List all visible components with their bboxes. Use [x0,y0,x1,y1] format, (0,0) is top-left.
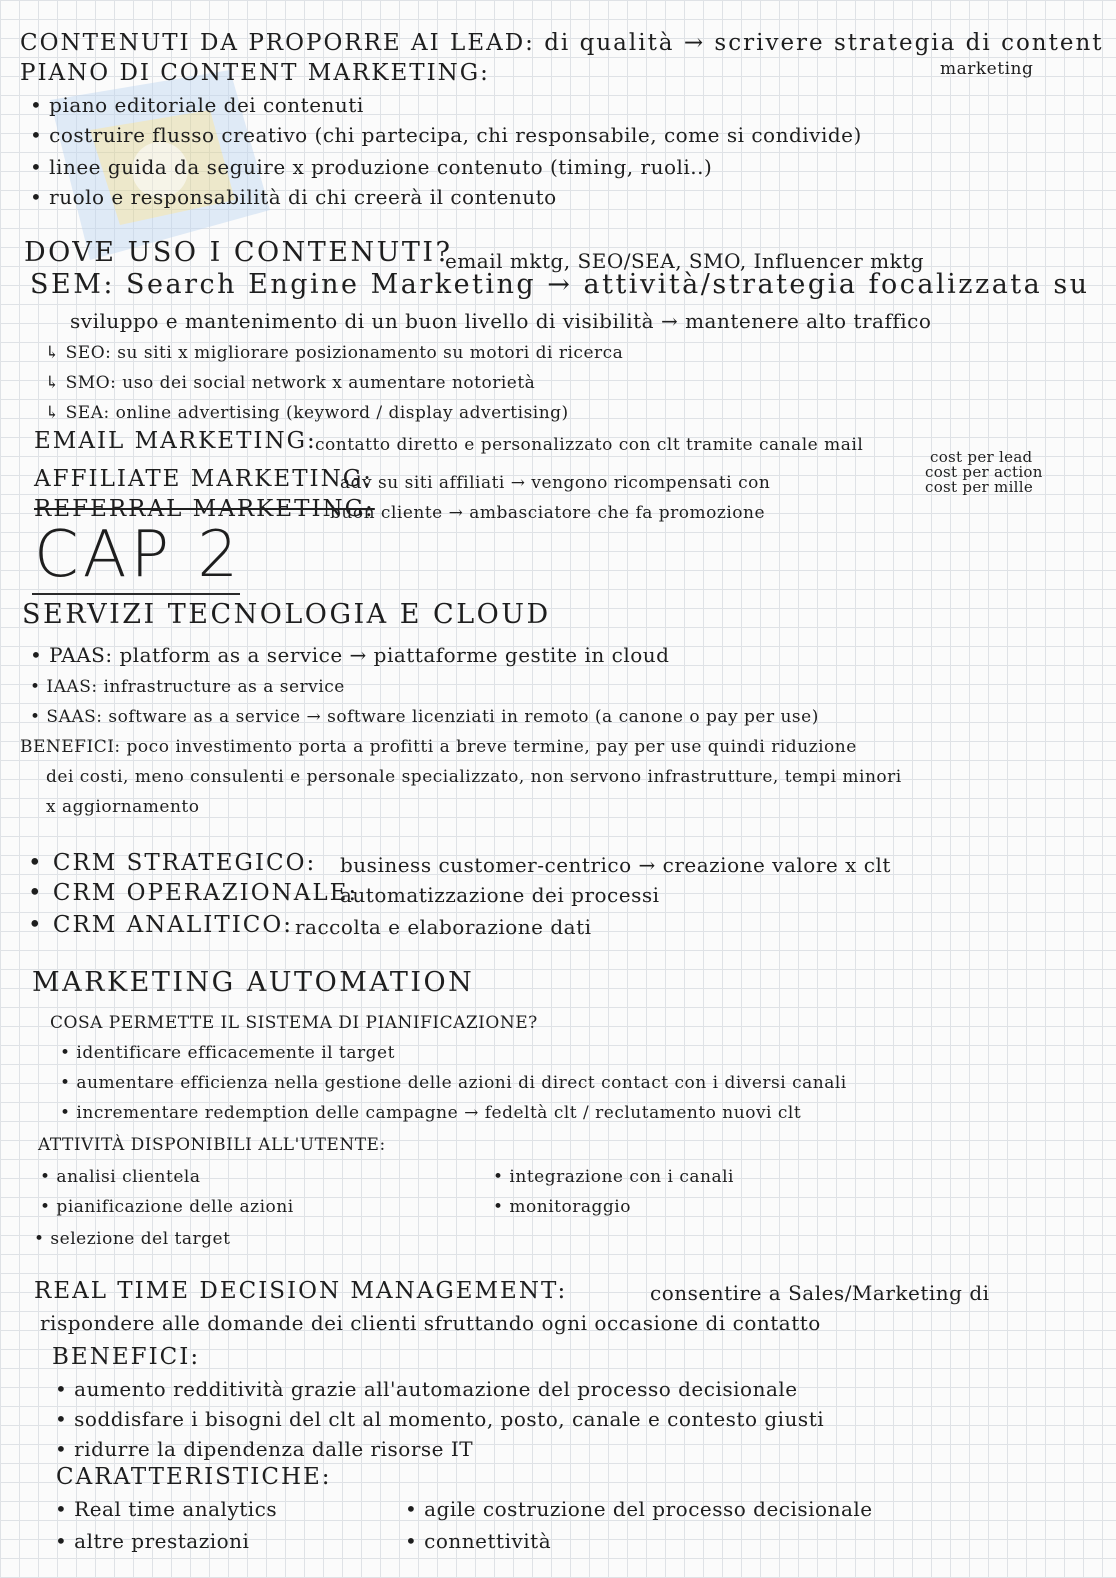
list-item: ↳ SEA: online advertising (keyword / display advertising) [45,403,569,423]
heading-dove-uso: DOVE USO I CONTENUTI? [24,237,453,268]
cost-per-action-note: cost per action [925,463,1043,481]
list-item: • piano editoriale dei contenuti [30,93,364,117]
list-item: • IAAS: infrastructure as a service [30,677,345,697]
list-item: • connettività [405,1529,552,1553]
list-item: • incrementare redemption delle campagne → fedeltà clt / reclutamento nuovi clt [60,1103,802,1123]
heading-referral-marketing: REFERRAL MARKETING: [34,496,375,522]
chapter-underline [32,593,240,595]
heading-marketing-automation: MARKETING AUTOMATION [32,967,475,998]
list-item: • analisi clientela [40,1167,201,1187]
line-email-marketing: contatto diretto e personalizzato con clt tramite canale mail [315,435,864,455]
list-item: ↳ SEO: su siti x migliorare posizionamento su motori di ricerca [45,343,624,363]
line-affiliate-marketing: adv su siti affiliati → vengono ricompensati con [340,473,771,493]
line-sem-cont: sviluppo e mantenimento di un buon livello di visibilità → mantenere alto traffico [70,309,932,333]
line-contenuti-cont: marketing [940,59,1034,79]
heading-email-marketing: EMAIL MARKETING: [34,428,317,454]
line-referral-marketing: buon cliente → ambasciatore che fa promozione [330,503,766,523]
list-item: • ruolo e responsabilità di chi creerà il contenuto [30,185,557,209]
chapter-title: CAP 2 [34,518,243,592]
heading-rtdm: REAL TIME DECISION MANAGEMENT: [34,1278,568,1304]
line-benefici-cont: dei costi, meno consulenti e personale specializzato, non servono infrastrutture, tempi minori [46,767,902,787]
heading-servizi-cloud: SERVIZI TECNOLOGIA E CLOUD [22,599,551,630]
line-contenuti: CONTENUTI DA PROPORRE AI LEAD: di qualità → scrivere strategia di content [20,30,1104,56]
line-sem: SEM: Search Engine Marketing → attività/strategia focalizzata su [30,269,1090,300]
line-benefici-cont: x aggiornamento [46,797,200,817]
list-item: • monitoraggio [493,1197,631,1217]
list-item: ↳ SMO: uso dei social network x aumentare notorietà [45,373,536,393]
line-cosa-permette: COSA PERMETTE IL SISTEMA DI PIANIFICAZIONE? [50,1013,538,1033]
list-item: • PAAS: platform as a service → piattaforme gestite in cloud [30,643,670,667]
heading-affiliate-marketing: AFFILIATE MARKETING: [34,466,373,492]
heading-crm-analitico: • CRM ANALITICO: [28,912,293,938]
list-item: • selezione del target [34,1229,231,1249]
heading-crm-operazionale: • CRM OPERAZIONALE: [28,880,359,906]
line-benefici: BENEFICI: poco investimento porta a profitti a breve termine, pay per use quindi riduzione [20,737,857,757]
line-rtdm: consentire a Sales/Marketing di [650,1281,990,1305]
list-item: • ridurre la dipendenza dalle risorse IT [55,1437,474,1461]
list-item: • costruire flusso creativo (chi partecipa, chi responsabile, come si condivide) [30,123,862,147]
list-item: • integrazione con i canali [493,1167,734,1187]
list-item: • pianificazione delle azioni [40,1197,294,1217]
cost-per-lead-note: cost per lead [930,448,1033,466]
list-item: • linee guida da seguire x produzione contenuto (timing, ruoli..) [30,155,713,179]
list-item: • aumento redditività grazie all'automazione del processo decisionale [55,1377,798,1401]
list-item: • soddisfare i bisogni del clt al momento, posto, canale e contesto giusti [55,1407,825,1431]
line-crm-strategico: business customer-centrico → creazione valore x clt [340,853,891,877]
list-item: • aumentare efficienza nella gestione delle azioni di direct contact con i diversi canali [60,1073,847,1093]
line-attivita-disponibili: ATTIVITÀ DISPONIBILI ALL'UTENTE: [38,1135,386,1155]
list-item: • agile costruzione del processo decisionale [405,1497,873,1521]
heading-benefici: BENEFICI: [52,1344,201,1370]
line-dove-uso-detail: email mktg, SEO/SEA, SMO, Influencer mktg [445,249,925,273]
line-crm-analitico: raccolta e elaborazione dati [295,915,592,939]
line-rtdm-cont: rispondere alle domande dei clienti sfruttando ogni occasione di contatto [40,1311,821,1335]
heading-caratteristiche: CARATTERISTICHE: [56,1464,332,1490]
list-item: • SAAS: software as a service → software licenziati in remoto (a canone o pay per use) [30,707,819,727]
list-item: • identificare efficacemente il target [60,1043,395,1063]
list-item: • Real time analytics [55,1497,278,1521]
cost-per-mille-note: cost per mille [925,478,1034,496]
heading-crm-strategico: • CRM STRATEGICO: [28,850,317,876]
line-crm-operazionale: automatizzazione dei processi [340,883,660,907]
list-item: • altre prestazioni [55,1529,250,1553]
heading-piano-content-marketing: PIANO DI CONTENT MARKETING: [20,60,490,86]
